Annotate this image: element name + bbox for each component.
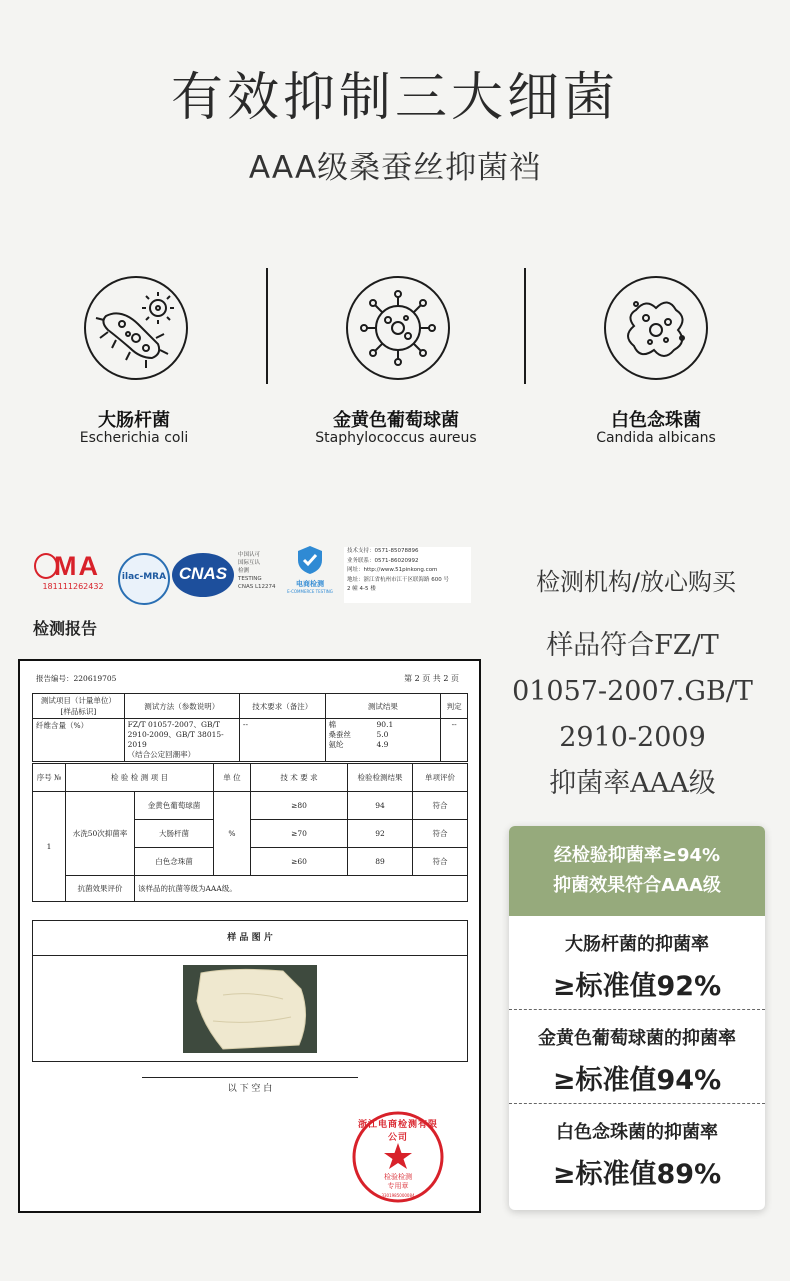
t1-fiber-value: 5.0 xyxy=(376,730,389,739)
institution-heading: 检测机构/放心购买 xyxy=(535,568,737,596)
seal-number: 3301985000084 xyxy=(381,1193,415,1198)
t1-fiber-value: 4.9 xyxy=(376,740,389,749)
bacteria-rod-icon xyxy=(84,276,188,380)
blank-line xyxy=(142,1077,358,1078)
t1-fiber-name: 桑蚕丝 xyxy=(328,730,352,739)
shield-check-icon xyxy=(296,545,324,575)
contact-info: 技术支持：0571-85078896 业务联系：0571-86020992 网址：http://www.51pinkong.com 地址：浙江省杭州市江干区联海路 600 号 2 幢 4-5 楼 xyxy=(344,547,471,603)
fiber-content-table xyxy=(32,693,468,762)
seal-sub: 检验检测 xyxy=(384,1173,412,1181)
t2-eval: 符合 xyxy=(413,792,468,820)
cnas-logo: CNAS xyxy=(172,553,234,597)
t2-unit: % xyxy=(214,792,251,876)
t2-eval: 符合 xyxy=(413,820,468,848)
standard-line: 抑菌率AAA级 xyxy=(549,768,716,799)
sample-photo xyxy=(183,965,317,1053)
test-report xyxy=(18,659,481,1213)
standard-line: 01057-2007.GB/T xyxy=(512,676,753,707)
t1-header: 技术要求（备注） xyxy=(239,694,325,719)
t2-header: 检验检测结果 xyxy=(348,764,413,792)
t2-header: 单 位 xyxy=(214,764,251,792)
standard-line: 样品符合FZ/T xyxy=(546,630,719,661)
header-line: 抑菌效果符合AAA级 xyxy=(553,875,721,896)
t1-method-line: （结合公定回潮率） xyxy=(127,750,196,759)
t2-header: 序号 № xyxy=(33,764,66,792)
divider-line xyxy=(266,268,268,384)
bacteria-name-1: 大肠杆菌 xyxy=(98,410,170,431)
fungus-cluster-icon xyxy=(604,276,708,380)
result-card-header xyxy=(509,826,765,916)
blank-text: 以 下 空 白 xyxy=(227,1084,273,1094)
t2-eval-label: 抗菌效果评价 xyxy=(66,876,135,902)
t1-header: 测试方法（参数说明） xyxy=(124,694,239,719)
divider-line xyxy=(524,268,526,384)
bacteria-name-3: 白色念珠菌 xyxy=(611,410,701,431)
report-number: 报告编号：220619705 xyxy=(36,674,117,683)
certification-logos xyxy=(30,545,468,605)
seal-sub: 专用章 xyxy=(387,1182,409,1190)
ilac-mra-logo: ilac-MRA xyxy=(118,553,170,605)
t1-header: 测试项目（计量单位）[样品标识] xyxy=(33,694,125,719)
bacteria-latin-2: Staphylococcus aureus xyxy=(315,430,477,446)
result-item xyxy=(509,916,765,1009)
result-value: ≥标准值92% xyxy=(552,971,722,1002)
page-subtitle: AAA级桑蚕丝抑菌裆 xyxy=(248,150,542,186)
t2-header: 单项评价 xyxy=(413,764,468,792)
t2-bacteria: 白色念珠菌 xyxy=(135,848,214,876)
result-item xyxy=(509,1104,765,1197)
t2-result: 94 xyxy=(348,792,413,820)
t2-item: 水洗50次抑菌率 xyxy=(66,792,135,876)
seal-text: 浙江电商检测有限公司 xyxy=(358,1120,439,1143)
t2-result: 89 xyxy=(348,848,413,876)
t2-requirement: ≥70 xyxy=(251,820,348,848)
t1-fiber-name: 氨纶 xyxy=(328,740,344,749)
t2-bacteria: 金黄色葡萄球菌 xyxy=(135,792,214,820)
sample-title: 样 品 图 片 xyxy=(33,921,467,956)
t1-item: 纤维含量（%） xyxy=(33,719,125,762)
bacteria-latin-3: Candida albicans xyxy=(596,430,716,446)
t2-eval: 符合 xyxy=(413,848,468,876)
report-label: 检测报告 xyxy=(33,619,98,638)
bacteria-latin-1: Escherichia coli xyxy=(79,430,189,446)
t1-fiber-value: 90.1 xyxy=(376,720,394,729)
t2-requirement: ≥60 xyxy=(251,848,348,876)
ecommerce-testing-logo: 电商检测 E-COMMERCE TESTING xyxy=(282,545,338,603)
t1-method-line: FZ/T 01057-2007、GB/T xyxy=(127,720,220,729)
t2-header: 技 术 要 求 xyxy=(251,764,348,792)
t2-requirement: ≥80 xyxy=(251,792,348,820)
cma-logo: MA 181111262432 xyxy=(34,553,112,591)
result-value: ≥标准值89% xyxy=(552,1159,722,1190)
t1-header: 测试结果 xyxy=(325,694,441,719)
cnas-info: 中国认可 国际互认 检测 TESTING CNAS L12274 xyxy=(238,552,276,590)
antibacterial-table xyxy=(32,763,468,902)
result-label: 白色念珠菌的抑菌率 xyxy=(556,1122,718,1143)
result-item xyxy=(509,1010,765,1103)
result-value: ≥标准值94% xyxy=(552,1065,722,1096)
t1-verdict: -- xyxy=(441,719,468,762)
star-icon xyxy=(384,1143,412,1169)
bacteria-name-2: 金黄色葡萄球菌 xyxy=(333,410,459,431)
virus-cell-icon xyxy=(346,276,450,380)
result-label: 大肠杆菌的抑菌率 xyxy=(565,934,709,955)
t1-fiber-name: 棉 xyxy=(328,720,337,729)
standard-line: 2910-2009 xyxy=(559,722,706,753)
t1-header: 判定 xyxy=(441,694,468,719)
t2-bacteria: 大肠杆菌 xyxy=(135,820,214,848)
t1-requirement: -- xyxy=(239,719,325,762)
standard-text xyxy=(495,623,770,807)
header-line: 经检验抑菌率≥94% xyxy=(553,845,721,866)
result-card xyxy=(509,826,765,1210)
t2-no: 1 xyxy=(33,792,66,902)
t2-header: 检 验 检 测 项 目 xyxy=(66,764,214,792)
sample-photo-box xyxy=(32,920,468,1062)
page-title: 有效抑制三大细菌 xyxy=(170,68,619,128)
t1-method-line: 2910-2009、GB/T 38015-2019 xyxy=(127,730,224,749)
t2-result: 92 xyxy=(348,820,413,848)
report-page: 第 2 页 共 2 页 xyxy=(404,674,459,683)
result-label: 金黄色葡萄球菌的抑菌率 xyxy=(538,1028,736,1049)
t2-eval-text: 该样品的抗菌等级为AAA级。 xyxy=(135,876,468,902)
company-seal xyxy=(350,1109,446,1205)
